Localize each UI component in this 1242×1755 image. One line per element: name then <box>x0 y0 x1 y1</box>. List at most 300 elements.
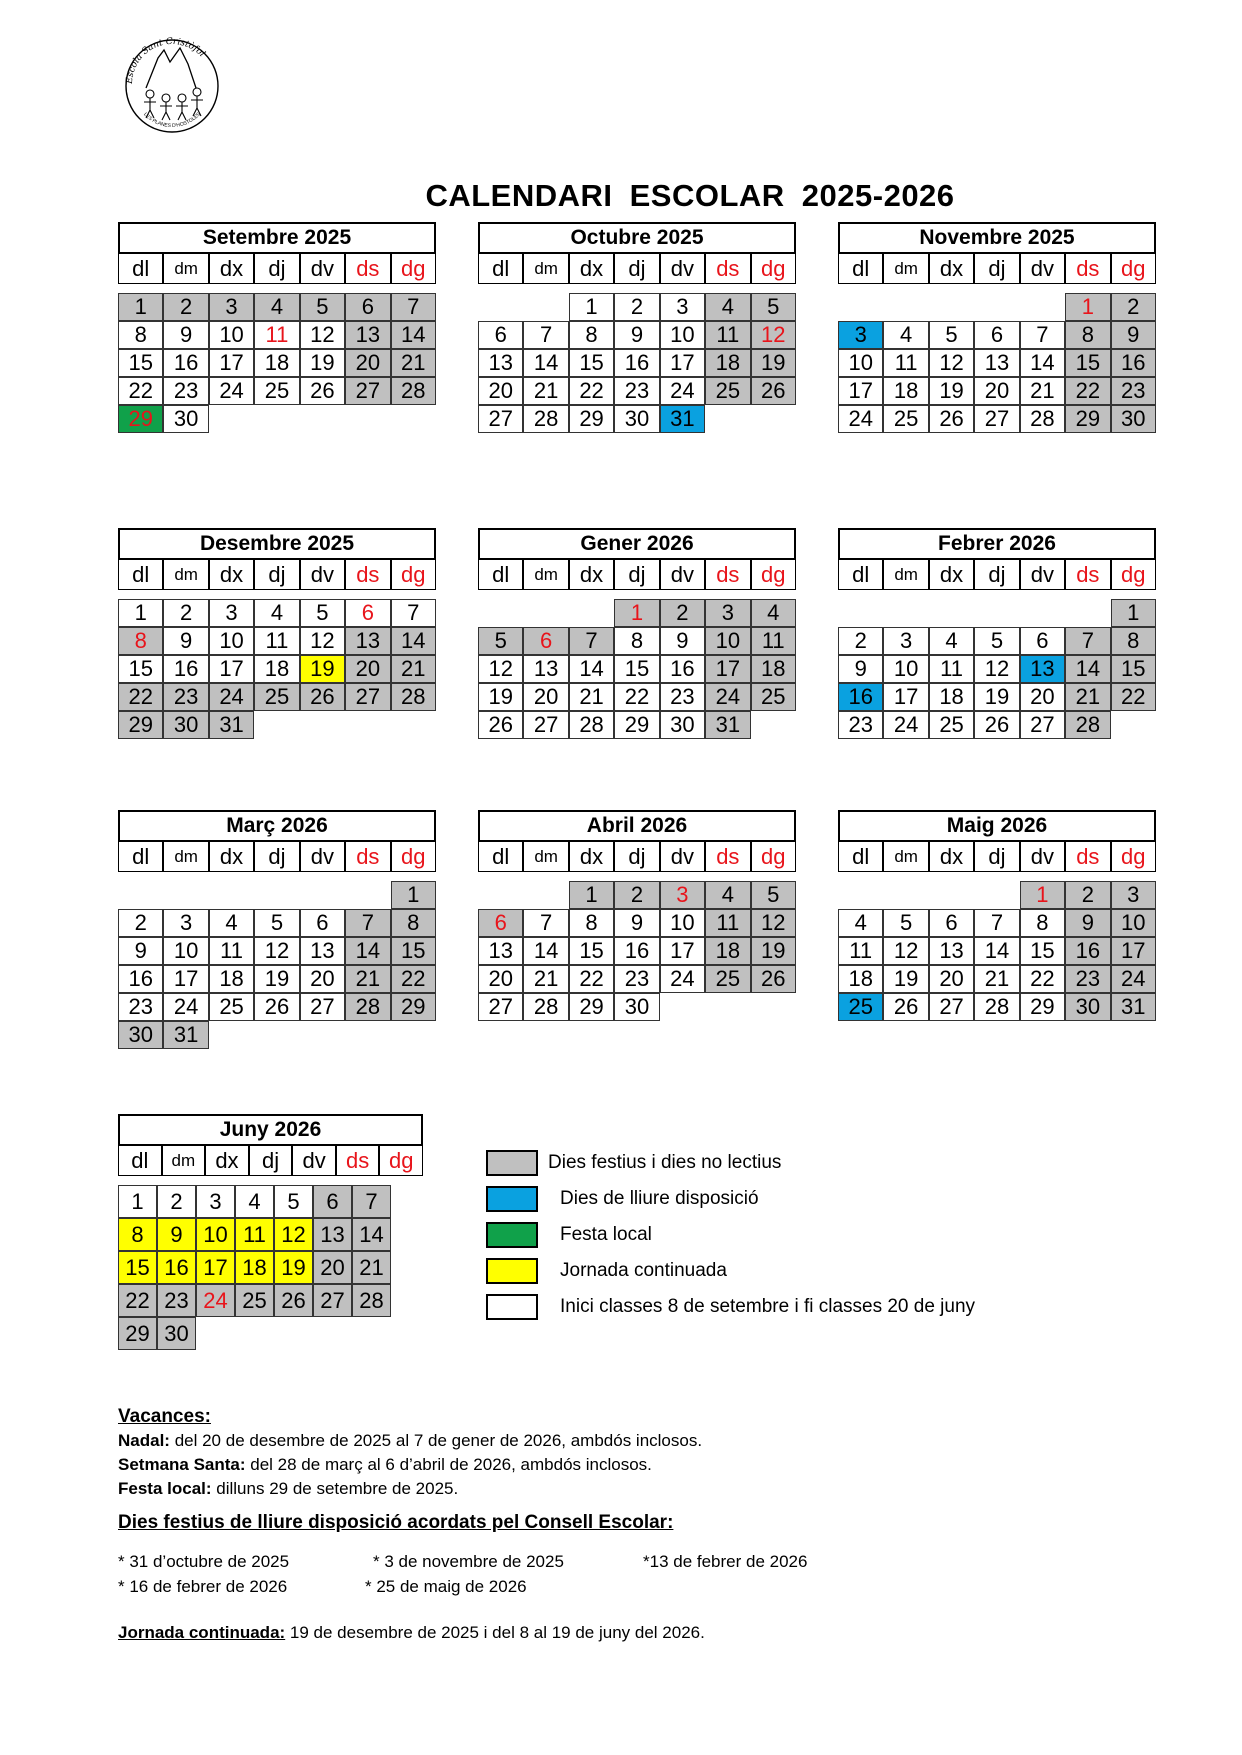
day-cell: 27 <box>478 993 523 1021</box>
day-cell: 12 <box>300 321 345 349</box>
day-cell: 13 <box>300 937 345 965</box>
setmana-santa-note: Setmana Santa: del 28 de març al 6 d’abril de 2026, ambdós inclosos. <box>118 1455 652 1474</box>
day-cell: 21 <box>352 1251 391 1284</box>
weekday-header: dg <box>379 1145 423 1176</box>
day-cell: 16 <box>660 655 705 683</box>
day-cell: 10 <box>838 349 883 377</box>
weekday-header: ds <box>1065 559 1110 590</box>
day-cell: 17 <box>660 937 705 965</box>
day-cell: 16 <box>163 655 208 683</box>
weekday-header: dv <box>660 841 705 872</box>
day-cell: 23 <box>614 377 659 405</box>
day-cell: 18 <box>209 965 254 993</box>
day-cell: 21 <box>1065 683 1110 711</box>
empty-cell <box>523 599 568 627</box>
weekday-header: dx <box>569 559 614 590</box>
weekday-header: dm <box>523 253 568 284</box>
day-cell: 23 <box>157 1284 196 1317</box>
empty-cell <box>478 599 523 627</box>
weekday-header: ds <box>705 559 750 590</box>
day-cell: 6 <box>523 627 568 655</box>
day-cell: 25 <box>254 377 299 405</box>
day-cell: 12 <box>751 909 796 937</box>
day-cell: 1 <box>569 293 614 321</box>
empty-cell <box>209 881 254 909</box>
weekday-header: dv <box>300 841 345 872</box>
empty-cell <box>1020 293 1065 321</box>
day-cell: 17 <box>209 655 254 683</box>
weekday-header: dj <box>254 841 299 872</box>
day-cell: 10 <box>705 627 750 655</box>
day-cell: 5 <box>300 293 345 321</box>
day-cell: 14 <box>345 937 390 965</box>
day-cell: 22 <box>569 377 614 405</box>
weekday-header: dx <box>209 253 254 284</box>
month-calendar <box>478 222 796 433</box>
day-cell: 12 <box>751 321 796 349</box>
day-cell: 8 <box>569 321 614 349</box>
day-cell: 19 <box>254 965 299 993</box>
weekday-header: ds <box>336 1145 380 1176</box>
day-cell: 4 <box>254 599 299 627</box>
weekday-header: dl <box>118 253 163 284</box>
weekday-header: dj <box>974 841 1019 872</box>
day-cell: 8 <box>391 909 436 937</box>
legend-swatch <box>486 1258 538 1284</box>
weekday-header: dl <box>478 841 523 872</box>
weekday-header: dv <box>300 253 345 284</box>
weekday-header: dl <box>838 841 883 872</box>
day-cell: 5 <box>751 293 796 321</box>
day-cell: 11 <box>705 321 750 349</box>
day-cell: 5 <box>254 909 299 937</box>
weekday-header: dv <box>1020 253 1065 284</box>
month-title: Març 2026 <box>118 810 436 842</box>
day-cell: 22 <box>569 965 614 993</box>
weekday-header: ds <box>1065 253 1110 284</box>
day-cell: 1 <box>1020 881 1065 909</box>
day-cell: 10 <box>209 321 254 349</box>
day-cell: 2 <box>1111 293 1156 321</box>
weekday-header: dj <box>974 559 1019 590</box>
legend-swatch <box>486 1222 538 1248</box>
day-cell: 15 <box>118 655 163 683</box>
day-cell: 21 <box>391 655 436 683</box>
weekday-header: dl <box>118 841 163 872</box>
weekday-header: dj <box>614 253 659 284</box>
empty-cell <box>929 293 974 321</box>
day-cell: 21 <box>523 965 568 993</box>
day-cell: 3 <box>163 909 208 937</box>
day-cell: 8 <box>118 627 163 655</box>
day-cell: 21 <box>523 377 568 405</box>
day-cell: 5 <box>478 627 523 655</box>
day-cell: 14 <box>352 1218 391 1251</box>
weekday-header: dl <box>838 253 883 284</box>
day-cell: 7 <box>974 909 1019 937</box>
day-cell: 20 <box>345 655 390 683</box>
day-cell: 27 <box>313 1284 352 1317</box>
festa-local-note: Festa local: dilluns 29 de setembre de 2025. <box>118 1479 459 1498</box>
month-title: Novembre 2025 <box>838 222 1156 254</box>
day-cell: 16 <box>614 349 659 377</box>
school-logo-icon <box>118 28 226 140</box>
day-cell: 11 <box>235 1218 274 1251</box>
weekday-header: dm <box>523 841 568 872</box>
month-calendar <box>118 810 436 1049</box>
day-cell: 25 <box>235 1284 274 1317</box>
day-cell: 28 <box>974 993 1019 1021</box>
month-calendar <box>838 528 1156 739</box>
day-cell: 4 <box>254 293 299 321</box>
legend-swatch <box>486 1150 538 1176</box>
month-title: Desembre 2025 <box>118 528 436 560</box>
day-cell: 18 <box>751 655 796 683</box>
day-cell: 17 <box>196 1251 235 1284</box>
day-cell: 27 <box>478 405 523 433</box>
day-cell: 2 <box>163 293 208 321</box>
month-calendar <box>838 222 1156 433</box>
empty-cell <box>478 881 523 909</box>
jornada-continuada-note: Jornada continuada: 19 de desembre de 2025 i del 8 al 19 de juny del 2026. <box>118 1623 705 1642</box>
day-cell: 11 <box>838 937 883 965</box>
day-cell: 9 <box>118 937 163 965</box>
day-cell: 10 <box>209 627 254 655</box>
month-calendar <box>478 528 796 739</box>
day-cell: 25 <box>929 711 974 739</box>
day-cell: 22 <box>1065 377 1110 405</box>
legend-swatch <box>486 1186 538 1212</box>
day-cell: 10 <box>660 321 705 349</box>
day-cell: 31 <box>660 405 705 433</box>
day-cell: 19 <box>300 349 345 377</box>
day-cell: 5 <box>974 627 1019 655</box>
day-cell: 1 <box>118 293 163 321</box>
empty-cell <box>1020 599 1065 627</box>
day-cell: 18 <box>254 655 299 683</box>
day-cell: 4 <box>705 881 750 909</box>
weekday-header: dl <box>478 559 523 590</box>
day-cell: 19 <box>751 937 796 965</box>
day-cell: 18 <box>254 349 299 377</box>
weekday-header: dv <box>292 1145 336 1176</box>
empty-cell <box>974 599 1019 627</box>
day-cell: 11 <box>254 321 299 349</box>
day-cell: 12 <box>478 655 523 683</box>
day-cell: 24 <box>705 683 750 711</box>
day-cell: 13 <box>1020 655 1065 683</box>
month-calendar <box>838 810 1156 1021</box>
weekday-header: dm <box>162 1145 206 1176</box>
empty-cell <box>974 293 1019 321</box>
weekday-header: dv <box>660 253 705 284</box>
day-cell: 3 <box>209 293 254 321</box>
day-cell: 20 <box>1020 683 1065 711</box>
day-cell: 12 <box>974 655 1019 683</box>
legend-item <box>486 1222 1086 1252</box>
day-cell: 23 <box>118 993 163 1021</box>
weekday-header: dl <box>118 559 163 590</box>
day-cell: 30 <box>118 1021 163 1049</box>
day-cell: 28 <box>391 683 436 711</box>
weekday-header: dx <box>205 1145 249 1176</box>
day-cell: 27 <box>345 683 390 711</box>
day-cell: 10 <box>163 937 208 965</box>
weekday-header: dl <box>118 1145 162 1176</box>
weekday-header: dg <box>391 253 436 284</box>
day-cell: 23 <box>660 683 705 711</box>
day-cell: 15 <box>1020 937 1065 965</box>
lliure-dates-row-1: * 31 d’octubre de 2025 * 3 de novembre de 2025 *13 de febrer de 2026 <box>118 1552 808 1571</box>
day-cell: 11 <box>254 627 299 655</box>
day-cell: 19 <box>929 377 974 405</box>
weekday-header: dx <box>569 841 614 872</box>
empty-cell <box>838 881 883 909</box>
day-cell: 4 <box>751 599 796 627</box>
day-cell: 9 <box>660 627 705 655</box>
day-cell: 13 <box>523 655 568 683</box>
day-cell: 1 <box>1065 293 1110 321</box>
day-cell: 30 <box>614 993 659 1021</box>
day-cell: 12 <box>274 1218 313 1251</box>
day-cell: 29 <box>1020 993 1065 1021</box>
day-cell: 20 <box>929 965 974 993</box>
day-cell: 8 <box>1065 321 1110 349</box>
empty-cell <box>163 881 208 909</box>
day-cell: 16 <box>1065 937 1110 965</box>
month-title: Gener 2026 <box>478 528 796 560</box>
day-cell: 16 <box>838 683 883 711</box>
day-cell: 16 <box>157 1251 196 1284</box>
day-cell: 18 <box>883 377 928 405</box>
day-cell: 19 <box>883 965 928 993</box>
day-cell: 13 <box>478 937 523 965</box>
day-cell: 14 <box>974 937 1019 965</box>
lliure-dates-row-2: * 16 de febrer de 2026 * 25 de maig de 2026 <box>118 1577 527 1596</box>
day-cell: 23 <box>163 377 208 405</box>
day-cell: 25 <box>705 965 750 993</box>
day-cell: 26 <box>254 993 299 1021</box>
nadal-note: Nadal: del 20 de desembre de 2025 al 7 de gener de 2026, ambdós inclosos. <box>118 1431 703 1450</box>
day-cell: 2 <box>614 881 659 909</box>
day-cell: 2 <box>838 627 883 655</box>
weekday-header: dm <box>883 253 928 284</box>
day-cell: 17 <box>209 349 254 377</box>
month-title: Setembre 2025 <box>118 222 436 254</box>
day-cell: 14 <box>523 937 568 965</box>
day-cell: 17 <box>163 965 208 993</box>
empty-cell <box>929 881 974 909</box>
day-cell: 11 <box>751 627 796 655</box>
day-cell: 6 <box>478 909 523 937</box>
day-cell: 10 <box>196 1218 235 1251</box>
day-cell: 30 <box>614 405 659 433</box>
weekday-header: dl <box>838 559 883 590</box>
day-cell: 22 <box>118 683 163 711</box>
day-cell: 21 <box>569 683 614 711</box>
day-cell: 22 <box>118 1284 157 1317</box>
month-calendar <box>118 528 436 739</box>
day-cell: 17 <box>883 683 928 711</box>
day-cell: 6 <box>345 293 390 321</box>
day-cell: 14 <box>391 627 436 655</box>
day-cell: 18 <box>929 683 974 711</box>
day-cell: 2 <box>118 909 163 937</box>
day-cell: 25 <box>883 405 928 433</box>
day-cell: 30 <box>1065 993 1110 1021</box>
day-cell: 9 <box>1065 909 1110 937</box>
svg-text:LES PLANES D'HOSTOLES: LES PLANES D'HOSTOLES <box>142 111 202 130</box>
day-cell: 13 <box>345 321 390 349</box>
legend-label: Dies festius i dies no lectius <box>548 1152 782 1173</box>
day-cell: 21 <box>391 349 436 377</box>
weekday-header: dg <box>751 253 796 284</box>
day-cell: 23 <box>1111 377 1156 405</box>
day-cell: 1 <box>118 1185 157 1218</box>
day-cell: 20 <box>345 349 390 377</box>
weekday-header: dx <box>929 253 974 284</box>
day-cell: 14 <box>391 321 436 349</box>
day-cell: 15 <box>391 937 436 965</box>
day-cell: 20 <box>300 965 345 993</box>
empty-cell <box>523 881 568 909</box>
day-cell: 6 <box>929 909 974 937</box>
day-cell: 29 <box>569 993 614 1021</box>
day-cell: 26 <box>751 377 796 405</box>
day-cell: 29 <box>569 405 614 433</box>
day-cell: 21 <box>345 965 390 993</box>
day-cell: 18 <box>705 349 750 377</box>
day-cell: 3 <box>209 599 254 627</box>
weekday-header: dv <box>1020 559 1065 590</box>
page-title: CALENDARI ESCOLAR 2025-2026 <box>425 178 955 213</box>
weekday-header: dm <box>163 253 208 284</box>
day-cell: 31 <box>163 1021 208 1049</box>
weekday-header: dm <box>883 559 928 590</box>
day-cell: 9 <box>614 909 659 937</box>
weekday-header: dm <box>163 841 208 872</box>
day-cell: 7 <box>1065 627 1110 655</box>
weekday-header: ds <box>705 841 750 872</box>
day-cell: 8 <box>614 627 659 655</box>
weekday-header: dj <box>254 559 299 590</box>
day-cell: 10 <box>883 655 928 683</box>
legend-label: Jornada continuada <box>560 1260 727 1281</box>
day-cell: 15 <box>1111 655 1156 683</box>
day-cell: 11 <box>209 937 254 965</box>
day-cell: 16 <box>1111 349 1156 377</box>
weekday-header: dj <box>249 1145 293 1176</box>
day-cell: 7 <box>523 909 568 937</box>
day-cell: 7 <box>1020 321 1065 349</box>
day-cell: 15 <box>569 349 614 377</box>
weekday-header: dl <box>478 253 523 284</box>
day-cell: 24 <box>883 711 928 739</box>
empty-cell <box>974 881 1019 909</box>
month-title: Maig 2026 <box>838 810 1156 842</box>
day-cell: 26 <box>751 965 796 993</box>
day-cell: 5 <box>929 321 974 349</box>
day-cell: 26 <box>929 405 974 433</box>
day-cell: 27 <box>974 405 1019 433</box>
day-cell: 4 <box>209 909 254 937</box>
day-cell: 29 <box>118 1317 157 1350</box>
day-cell: 24 <box>209 683 254 711</box>
day-cell: 4 <box>235 1185 274 1218</box>
day-cell: 9 <box>163 627 208 655</box>
day-cell: 27 <box>345 377 390 405</box>
weekday-header: dv <box>660 559 705 590</box>
day-cell: 17 <box>1111 937 1156 965</box>
empty-cell <box>300 881 345 909</box>
day-cell: 27 <box>300 993 345 1021</box>
month-title: Octubre 2025 <box>478 222 796 254</box>
weekday-header: dm <box>163 559 208 590</box>
month-calendar <box>118 1114 423 1350</box>
day-cell: 20 <box>478 377 523 405</box>
day-cell: 3 <box>660 293 705 321</box>
day-cell: 7 <box>569 627 614 655</box>
legend-label: Inici classes 8 de setembre i fi classes 20 de juny <box>560 1296 976 1317</box>
weekday-header: ds <box>1065 841 1110 872</box>
day-cell: 23 <box>1065 965 1110 993</box>
weekday-header: ds <box>345 841 390 872</box>
day-cell: 9 <box>614 321 659 349</box>
empty-cell <box>1065 599 1110 627</box>
day-cell: 3 <box>196 1185 235 1218</box>
day-cell: 26 <box>300 377 345 405</box>
day-cell: 24 <box>209 377 254 405</box>
lliure-disposicio-heading: Dies festius de lliure disposició acordats pel Consell Escolar: <box>118 1512 674 1533</box>
legend-item <box>486 1186 1086 1216</box>
day-cell: 25 <box>705 377 750 405</box>
day-cell: 20 <box>974 377 1019 405</box>
day-cell: 6 <box>1020 627 1065 655</box>
day-cell: 28 <box>569 711 614 739</box>
day-cell: 15 <box>118 1251 157 1284</box>
day-cell: 7 <box>352 1185 391 1218</box>
day-cell: 24 <box>660 377 705 405</box>
weekday-header: ds <box>705 253 750 284</box>
day-cell: 1 <box>1111 599 1156 627</box>
day-cell: 29 <box>391 993 436 1021</box>
day-cell: 31 <box>209 711 254 739</box>
legend-item <box>486 1258 1086 1288</box>
legend-label: Dies de lliure disposició <box>560 1188 759 1209</box>
day-cell: 22 <box>391 965 436 993</box>
day-cell: 10 <box>660 909 705 937</box>
day-cell: 1 <box>614 599 659 627</box>
day-cell: 29 <box>614 711 659 739</box>
day-cell: 25 <box>254 683 299 711</box>
day-cell: 4 <box>705 293 750 321</box>
svg-text:Escola Sant Cristòfol: Escola Sant Cristòfol <box>124 36 207 85</box>
day-cell: 31 <box>705 711 750 739</box>
day-cell: 16 <box>163 349 208 377</box>
day-cell: 18 <box>235 1251 274 1284</box>
weekday-header: dm <box>883 841 928 872</box>
day-cell: 30 <box>157 1317 196 1350</box>
weekday-header: ds <box>345 559 390 590</box>
day-cell: 25 <box>838 993 883 1021</box>
day-cell: 4 <box>838 909 883 937</box>
day-cell: 12 <box>929 349 974 377</box>
weekday-header: dg <box>1111 559 1156 590</box>
empty-cell <box>838 293 883 321</box>
day-cell: 9 <box>1111 321 1156 349</box>
weekday-header: dx <box>209 559 254 590</box>
weekday-header: dx <box>209 841 254 872</box>
